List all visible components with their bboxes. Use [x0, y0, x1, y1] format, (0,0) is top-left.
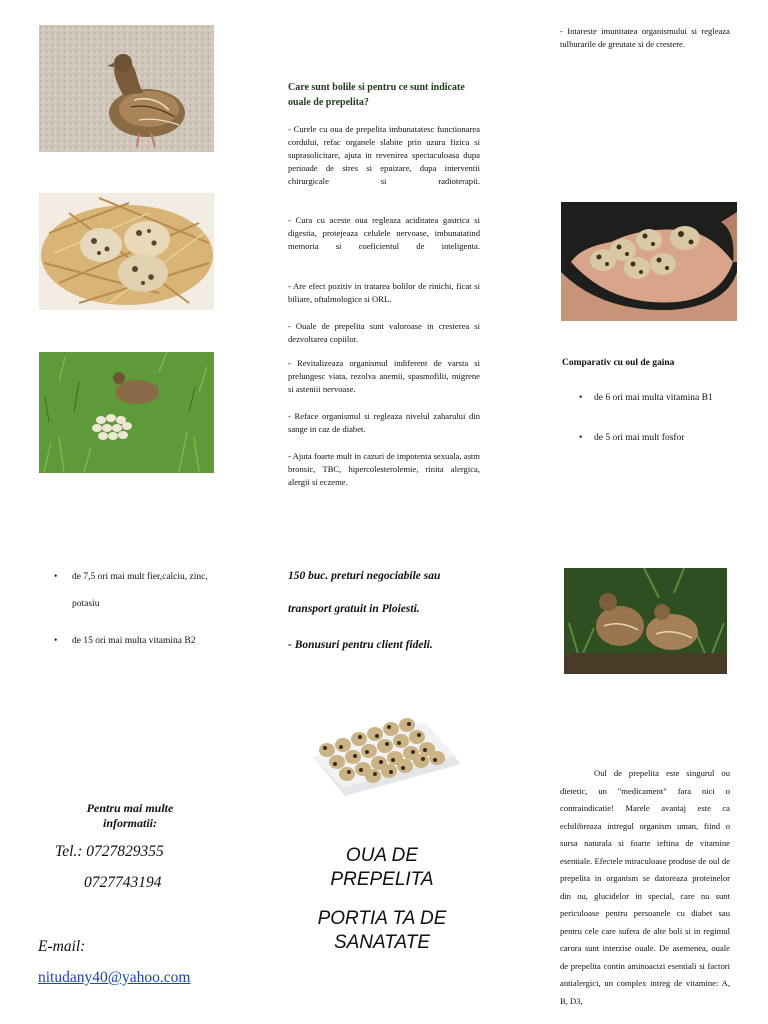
comparison-list: [562, 385, 734, 451]
quail-eggs-tray-photo: [305, 712, 463, 797]
brochure-title: OUA DE PREPELITA: [330, 845, 434, 890]
email-link[interactable]: nitudany40@yahoo.com: [38, 969, 191, 986]
promo-price-line: 150 buc. preturi negociabile sau: [288, 570, 441, 582]
quail-eggs-in-hand-photo: [561, 202, 737, 321]
promo-bonus-line: - Bonusuri pentru client fideli.: [288, 639, 433, 651]
paragraph-digestion: - Cura cu aceste oua regleaza aciditatea gastrica si digestia, protejeaza celulele nervoase, imbunatatind memoria si coeficientul de inteligenta.: [288, 215, 480, 251]
immunity-text: - Intareste imunitatea organismului si regleaza tulburarile de greutate si de crestere.: [560, 26, 730, 49]
comparison-title: Comparativ cu oul de gaina: [562, 358, 675, 368]
paragraph-impotence: - Ajuta foarte mult in cazuri de impotenta sexuala, astm bronsic, TBC, hipercolesterolemie, rinita alergica, alergii si eczeme.: [288, 451, 480, 487]
diseases-heading: Care sunt bolile si pentru ce sunt indicate ouale de prepelita?: [288, 82, 465, 108]
phone-number-1[interactable]: Tel.: 0727829355: [55, 843, 164, 860]
list-item: • de 5 ori mai mult fosfor: [579, 433, 685, 443]
paragraph-heart: - Curele cu oua de prepelita imbunatatesc functionarea cordului, refac organele slabite prin uzura fizica si suprasolicitare, ajuta in revenirea spectaculoasa dupa perioade de stres si epuizare, dupa interventii chirurgicale si radioterapii.: [288, 124, 480, 186]
paragraph-revitalize: - Revitalizeaza organismul indiferent de varsta si prelungesc viata, rezolva anemii, spasmofilii, migrene si asteniii nervoase.: [288, 358, 480, 394]
quail-standing-photo: [39, 25, 214, 152]
list-item: • de 6 ori mai multa vitamina B1: [579, 393, 713, 403]
promo-transport-line: transport gratuit in Ploiesti.: [288, 603, 420, 615]
paragraph-diabetes: - Reface organismul si regleaza nivelul zaharului din sange in caz de diabet.: [288, 411, 480, 434]
quail-egg-description: Oul de prepelita este singurul ou dietetic, un "medicament" fara nici o contraindicatie! Marele avantaj este ca echilibreaza intregul organism uman, fiind o sursa naturala si foarte ieftina de vitamine esentiale. Efectele miraculoase produse de oul de prepelita in organism se datoreaza proteinelor din ou, glucidelor in special, care nu sunt periculoase pentru persoanele cu diabet sau pentru cele care sufera de alte boli si in regimul carora sunt interzise ouale. De asemenea, ouale de prepelita contin aminoacizi esentiali si factori antialergici, un complex intreg de vitamine: A, B, D3,: [560, 768, 730, 1006]
email-label: E-mail:: [38, 938, 86, 955]
contact-title: Pentru mai multe informatii:: [86, 801, 174, 830]
minerals-list: [44, 564, 220, 655]
quail-with-eggs-on-grass-photo: [39, 352, 214, 473]
phone-number-2[interactable]: 0727743194: [84, 874, 162, 891]
paragraph-children: - Ouale de prepelita sunt valoroase in cresterea si dezvoltarea copiilor.: [288, 321, 480, 344]
pair-of-quails-photo: [564, 568, 727, 674]
brochure-subtitle: PORTIA TA DE SANATATE: [317, 908, 447, 953]
list-item: • de 15 ori mai multa vitamina B2: [54, 636, 196, 646]
quail-eggs-in-nest-photo: [39, 193, 214, 310]
paragraph-kidneys: - Are efect pozitiv in tratarea bolilor de rinichi, ficat si biliare, oftalmologice si ORL.: [288, 281, 480, 304]
list-item: • de 7,5 ori mai mult fier,calciu, zinc, potasiu: [54, 572, 208, 609]
